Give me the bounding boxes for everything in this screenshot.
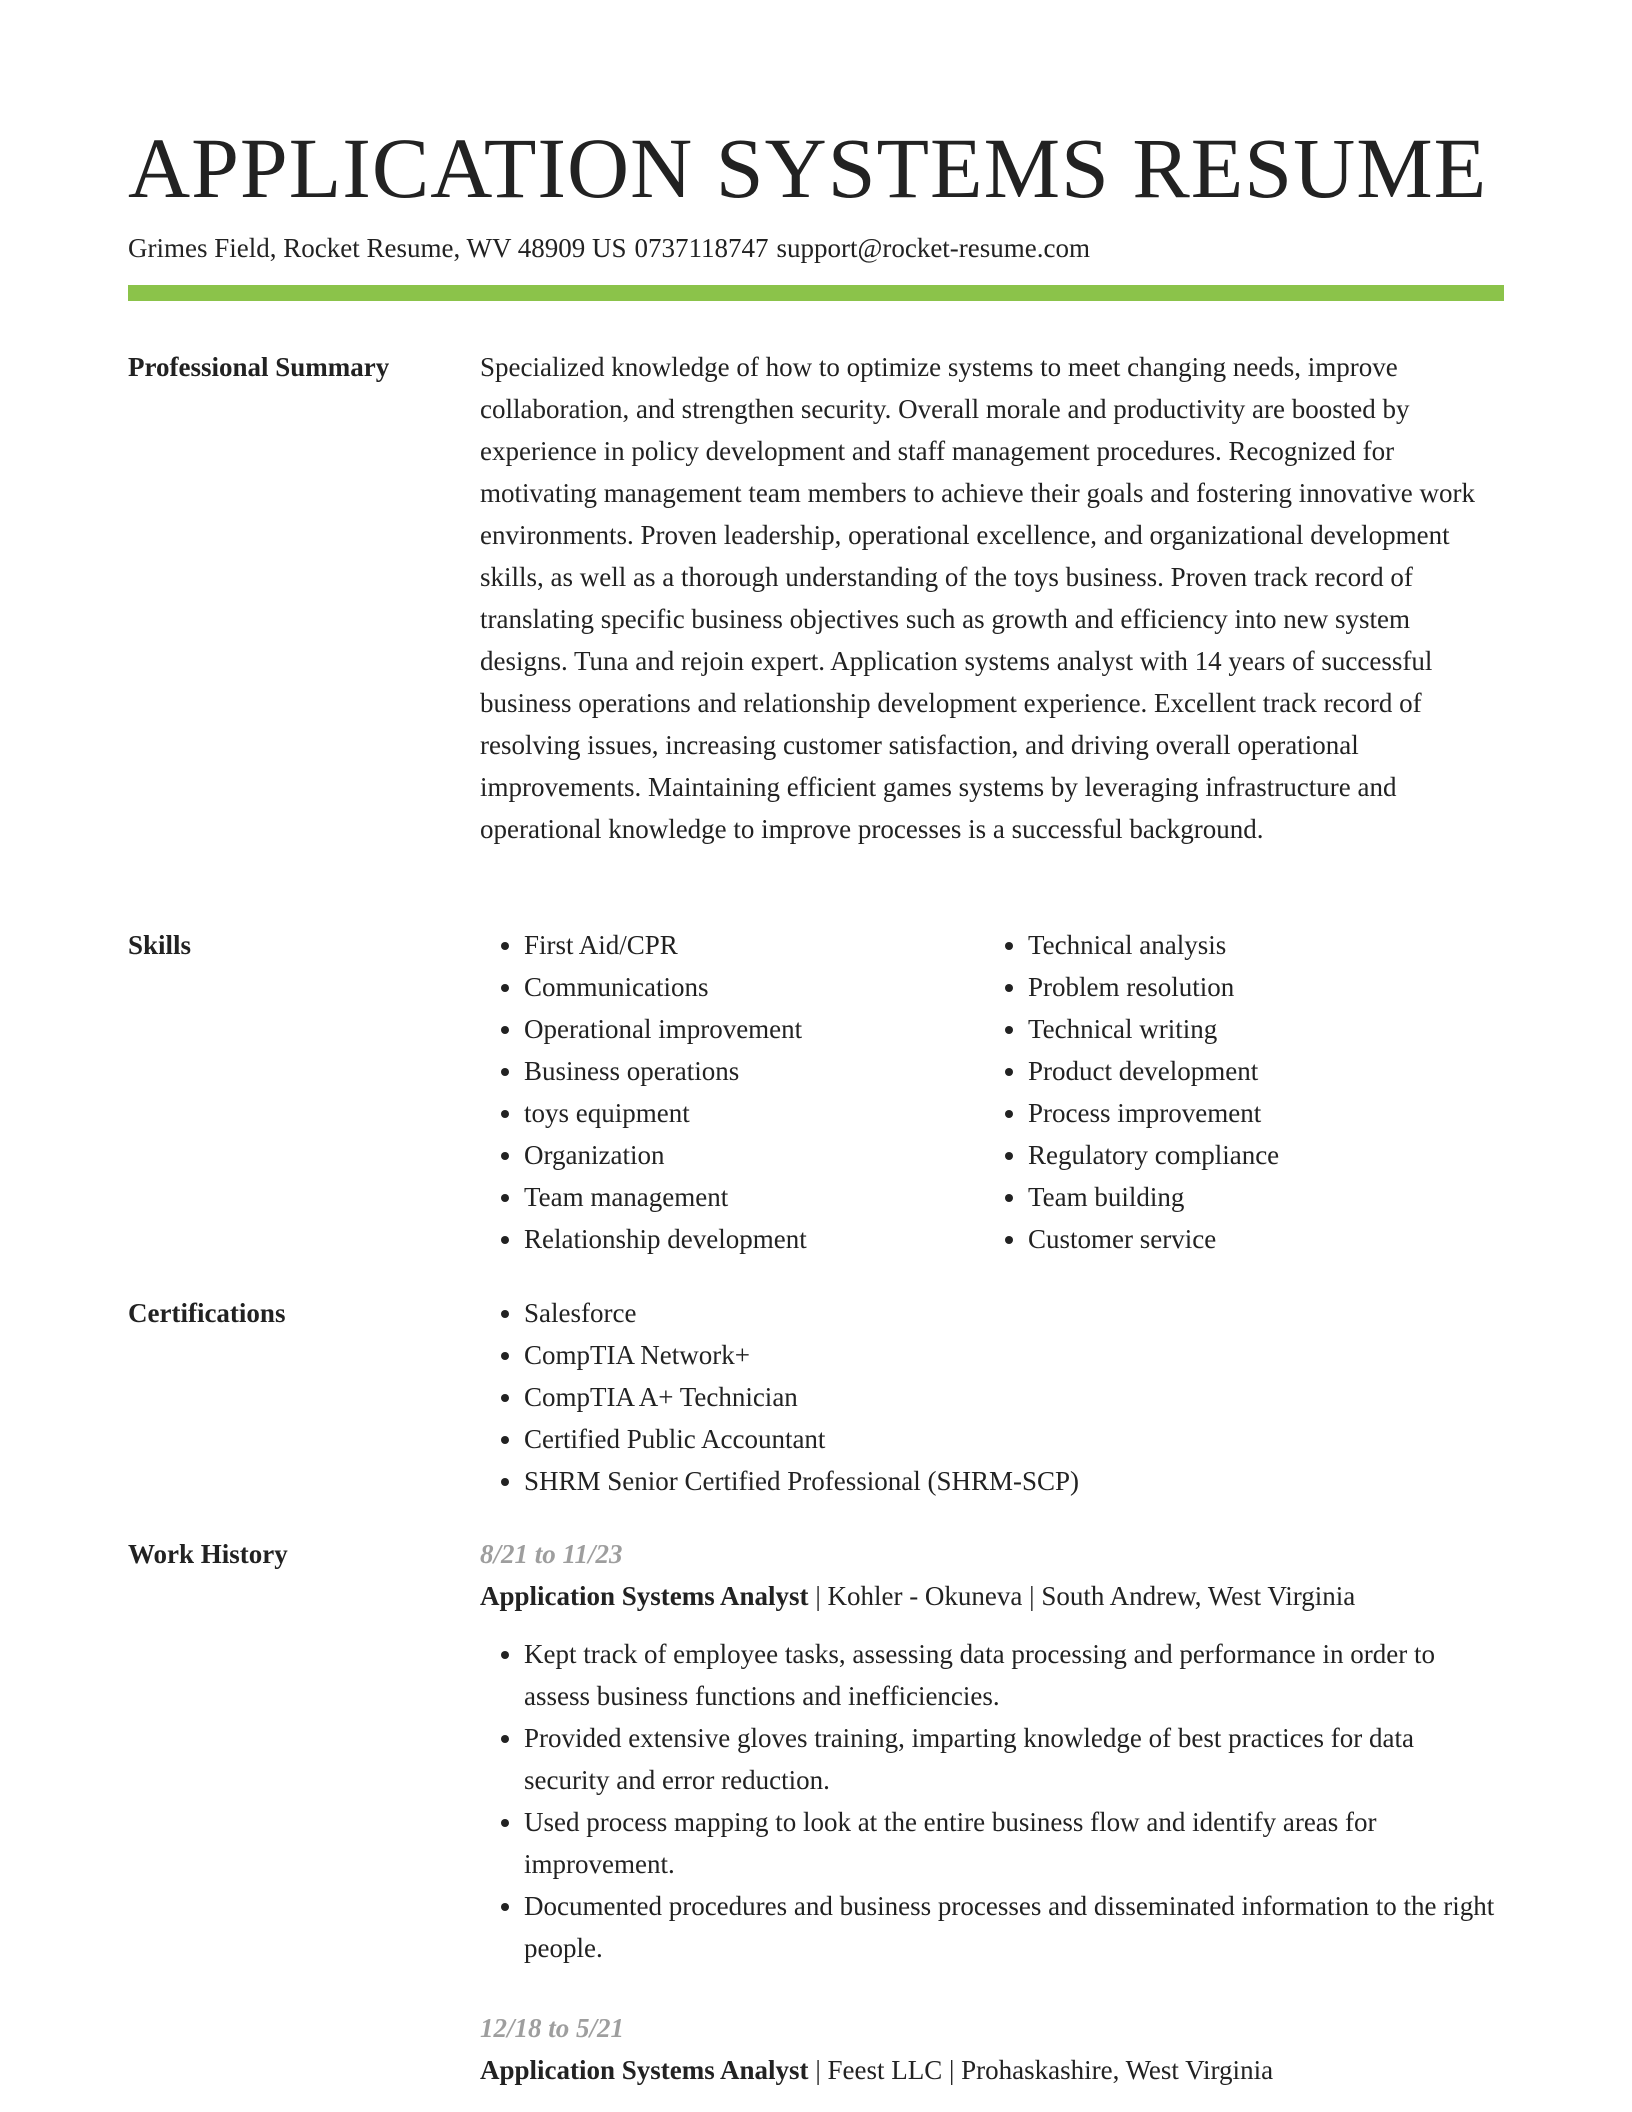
skill-item: • Business operations xyxy=(524,1050,984,1092)
skill-item: • Operational improvement xyxy=(524,1008,984,1050)
job-separator: | xyxy=(815,2055,821,2085)
contact-line xyxy=(128,230,1098,266)
work-history-body xyxy=(480,1533,1504,2091)
job-heading xyxy=(480,1575,1504,1617)
certifications-body xyxy=(480,1292,1504,1502)
skill-item: • Technical writing xyxy=(1028,1008,1488,1050)
skill-item: • Technical analysis xyxy=(1028,924,1488,966)
work-history-heading: Work History xyxy=(128,1539,288,1569)
skill-item: • First Aid/CPR xyxy=(524,924,984,966)
job-dates: 12/18 to 5/21 xyxy=(480,2013,625,2043)
contact-phone: 0737118747 xyxy=(634,233,769,263)
skill-item: • Team management xyxy=(524,1176,984,1218)
certification-item: • SHRM Senior Certified Professional (SHRM-SCP) xyxy=(524,1460,1504,1502)
skill-item: • Relationship development xyxy=(524,1218,984,1260)
job-location: Prohaskashire, West Virginia xyxy=(961,2055,1274,2085)
job-separator: | xyxy=(948,2055,955,2085)
skills-list-right xyxy=(984,924,1488,1260)
contact-address: Grimes Field, Rocket Resume, WV 48909 US xyxy=(128,233,627,263)
skill-item: • Customer service xyxy=(1028,1218,1488,1260)
skill-item: • Product development xyxy=(1028,1050,1488,1092)
skill-item: • toys equipment xyxy=(524,1092,984,1134)
job-title: Application Systems Analyst xyxy=(480,2055,809,2085)
job-bullet: • Kept track of employee tasks, assessing data processing and performance in order to assess business functions and inefficiencies. xyxy=(524,1633,1504,1717)
job-entry xyxy=(480,1533,1504,1969)
skill-item: • Regulatory compliance xyxy=(1028,1134,1488,1176)
contact-email[interactable]: support@rocket-resume.com xyxy=(776,233,1091,263)
skill-item: • Problem resolution xyxy=(1028,966,1488,1008)
job-bullet: • Documented procedures and business processes and disseminated information to the right people. xyxy=(524,1885,1504,1969)
summary-text: Specialized knowledge of how to optimize systems to meet changing needs, improve collaboration, and strengthen security. Overall morale and productivity are boosted by experience in policy development and staff management procedures. Recognized for motivating management team members to achieve their goals and fostering innovative work environments. Proven leadership, operational excellence, and organizational development skills, as well as a thorough understanding of the toys business. Proven track record of translating specific business objectives such as growth and efficiency into new system designs. Tuna and rejoin expert. Application systems analyst with 14 years of successful business operations and relationship development experience. Excellent track record of resolving issues, increasing customer satisfaction, and driving overall operational improvements. Maintaining efficient games systems by leveraging infrastructure and operational knowledge to improve processes is a successful background. xyxy=(480,352,1475,844)
skill-item: • Team building xyxy=(1028,1176,1488,1218)
skill-item: • Communications xyxy=(524,966,984,1008)
skills-body xyxy=(480,924,1504,1260)
job-title: Application Systems Analyst xyxy=(480,1581,809,1611)
job-dates: 8/21 to 11/23 xyxy=(480,1539,623,1569)
summary-heading: Professional Summary xyxy=(128,352,390,382)
job-bullet: • Used process mapping to look at the entire business flow and identify areas for improvement. xyxy=(524,1801,1504,1885)
job-location: South Andrew, West Virginia xyxy=(1041,1581,1356,1611)
certification-item: • Salesforce xyxy=(524,1292,1504,1334)
job-separator: | xyxy=(815,1581,821,1611)
skill-item: • Process improvement xyxy=(1028,1092,1488,1134)
certification-item: • CompTIA Network+ xyxy=(524,1334,1504,1376)
job-bullet: • Provided extensive gloves training, imparting knowledge of best practices for data security and error reduction. xyxy=(524,1717,1504,1801)
resume-name: APPLICATION SYSTEMS RESUME xyxy=(128,120,1488,216)
job-heading xyxy=(480,2049,1504,2091)
certification-item: • CompTIA A+ Technician xyxy=(524,1376,1504,1418)
job-separator: | xyxy=(1029,1581,1035,1611)
certifications-heading: Certifications xyxy=(128,1298,286,1328)
skill-item: • Organization xyxy=(524,1134,984,1176)
job-entry xyxy=(480,2007,1504,2091)
job-company: Feest LLC xyxy=(827,2055,943,2085)
skills-heading: Skills xyxy=(128,930,192,960)
certifications-list xyxy=(480,1292,1504,1502)
certification-item: • Certified Public Accountant xyxy=(524,1418,1504,1460)
job-bullets xyxy=(480,1633,1504,1969)
skills-list-left xyxy=(480,924,984,1260)
job-company: Kohler - Okuneva xyxy=(827,1581,1023,1611)
summary-body xyxy=(480,346,1504,850)
header-divider xyxy=(128,285,1504,301)
